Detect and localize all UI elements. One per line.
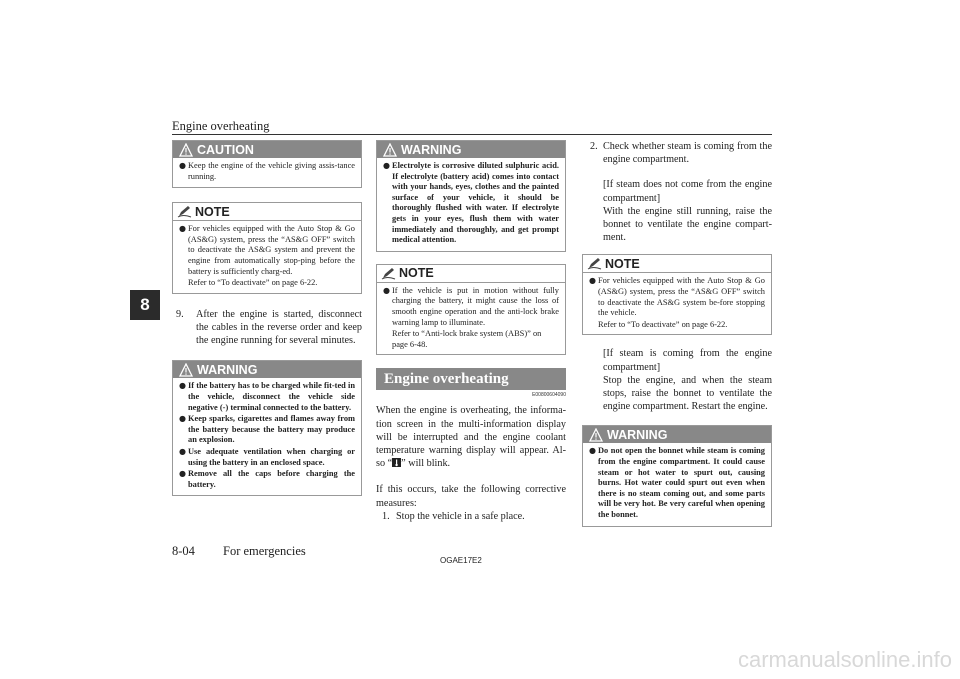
- caution-box: [172, 140, 362, 188]
- warning-box: [376, 140, 566, 252]
- note-item: ● For vehicles equipped with the Auto Stop & Go (AS&G) system, press the “AS&G OFF” switch to deactivate the AS&G system be-fore stopping the vehicle.: [589, 276, 765, 318]
- bullet-icon: ●: [179, 469, 186, 479]
- warning-triangle-icon: [179, 363, 193, 377]
- bullet-icon: ●: [383, 285, 390, 295]
- caution-header: [173, 141, 361, 158]
- note-header: [377, 265, 565, 283]
- overheat-paragraph: When the engine is overheating, the informa-tion screen in the multi-information display will be interrupted and the engine coolant temperature warning display will appear. Al-so “ ” will blink.: [376, 405, 566, 470]
- caution-item: ● Keep the engine of the vehicle giving assis-tance running.: [179, 161, 355, 181]
- bullet-icon: ●: [589, 446, 596, 456]
- note-reference: Refer to “Anti-lock brake system (ABS)” on page 6-48.: [392, 329, 542, 349]
- running-header: Engine overheating: [172, 119, 270, 133]
- warning-triangle-icon: [589, 428, 603, 442]
- bullet-icon: ●: [179, 381, 186, 391]
- no-steam-text: With the engine still running, raise the bonnet to ventilate the engine compart-ment.: [603, 205, 772, 244]
- note-box: [582, 254, 772, 335]
- steam-heading: [If steam is coming from the engine compartment]: [603, 348, 772, 373]
- coolant-temperature-icon: [392, 458, 401, 467]
- steam-text: Stop the engine, and when the steam stops, raise the bonnet to ventilate the engine compartment. Restart the engine.: [603, 374, 772, 413]
- warning-triangle-icon: [383, 143, 397, 157]
- section-title: Engine overheating: [376, 368, 566, 390]
- section-code: E00800604090: [532, 392, 566, 399]
- step-9: 9. After the engine is started, disconnect the cables in the reverse order and keep the engine running for several minutes.: [176, 308, 362, 347]
- warning-header: [583, 426, 771, 443]
- note-item: ● For vehicles equipped with the Auto Stop & Go (AS&G) system, press the “AS&G OFF” switch to deactivate the AS&G system and prevent the engine from automatically stop-ping before the battery is sufficiently charg-ed.: [179, 224, 355, 276]
- note-box: [172, 202, 362, 294]
- bullet-icon: ●: [179, 414, 186, 424]
- bullet-icon: ●: [383, 161, 390, 170]
- warning-item: ● Use adequate ventilation when charging or using the battery in an enclosed space.: [179, 446, 355, 467]
- note-title: NOTE: [399, 266, 434, 281]
- warning-item: ● If the battery has to be charged while fit-ted in the vehicle, disconnect the vehicle side negative (-) terminal connected to the battery.: [179, 381, 355, 412]
- warning-item: ● Do not open the bonnet while steam is coming from the engine compartment. It could cause steam or hot water to spurt out, causing burns. Hot water could spurt out even when there is no steam coming out, and some parts will be very hot. Be very careful when opening the bonnet.: [589, 446, 765, 519]
- note-item: ● If the vehicle is put in motion without fully charging the battery, it might cause the loss of smooth engine operation and the anti-lock brake warning lamp to illuminate.: [383, 285, 559, 327]
- warning-item: ● Keep sparks, cigarettes and flames away from the battery because the battery may produce an explosion.: [179, 414, 355, 445]
- note-title: NOTE: [605, 256, 640, 271]
- chapter-tab: 8: [130, 290, 160, 320]
- warning-title: WARNING: [197, 362, 258, 377]
- warning-title: WARNING: [401, 142, 462, 157]
- pencil-icon: [587, 257, 602, 270]
- warning-item: ● Electrolyte is corrosive diluted sulphuric acid. If electrolyte (battery acid) comes into contact with your hands, eyes, clothes and the painted surface of your vehicle, it should be thoroughly flushed with water. If electrolyte gets in your eyes, flush them with water immediately and thoroughly, and get prompt medical attention.: [383, 161, 559, 245]
- watermark: carmanualsonline.info: [737, 647, 952, 672]
- no-steam-heading: [If steam does not come from the engine compartment]: [603, 179, 772, 204]
- warning-header: [377, 141, 565, 158]
- warning-title: WARNING: [607, 427, 668, 442]
- header-rule: [172, 134, 772, 135]
- note-title: NOTE: [195, 204, 230, 219]
- note-reference: Refer to “To deactivate” on page 6-22.: [598, 319, 728, 329]
- bullet-icon: ●: [589, 276, 596, 286]
- step-1: 1. Stop the vehicle in a safe place.: [382, 510, 525, 522]
- warning-header: [173, 361, 361, 378]
- warning-item: ● Remove all the caps before charging the battery.: [179, 469, 355, 489]
- warning-box: [582, 425, 772, 526]
- note-header: [583, 255, 771, 273]
- bullet-icon: ●: [179, 446, 186, 456]
- bullet-icon: ●: [179, 161, 186, 170]
- footer-section: For emergencies: [223, 544, 306, 558]
- note-header: [173, 203, 361, 221]
- measures-paragraph: If this occurs, take the following corrective measures:: [376, 484, 566, 509]
- note-box: [376, 264, 566, 356]
- page-number: 8-04: [172, 544, 195, 558]
- warning-triangle-icon: [179, 143, 193, 157]
- note-reference: Refer to “To deactivate” on page 6-22.: [188, 278, 318, 288]
- bullet-icon: ●: [179, 224, 186, 234]
- middle-column: [376, 140, 566, 523]
- step-2: 2. Check whether steam is coming from the engine compartment.: [590, 141, 772, 166]
- pencil-icon: [381, 267, 396, 280]
- left-column: [172, 140, 362, 496]
- section-heading: [376, 368, 566, 398]
- right-column: [582, 140, 772, 527]
- footer-code: OGAE17E2: [440, 556, 482, 565]
- pencil-icon: [177, 205, 192, 218]
- caution-title: CAUTION: [197, 142, 254, 157]
- warning-box: [172, 360, 362, 496]
